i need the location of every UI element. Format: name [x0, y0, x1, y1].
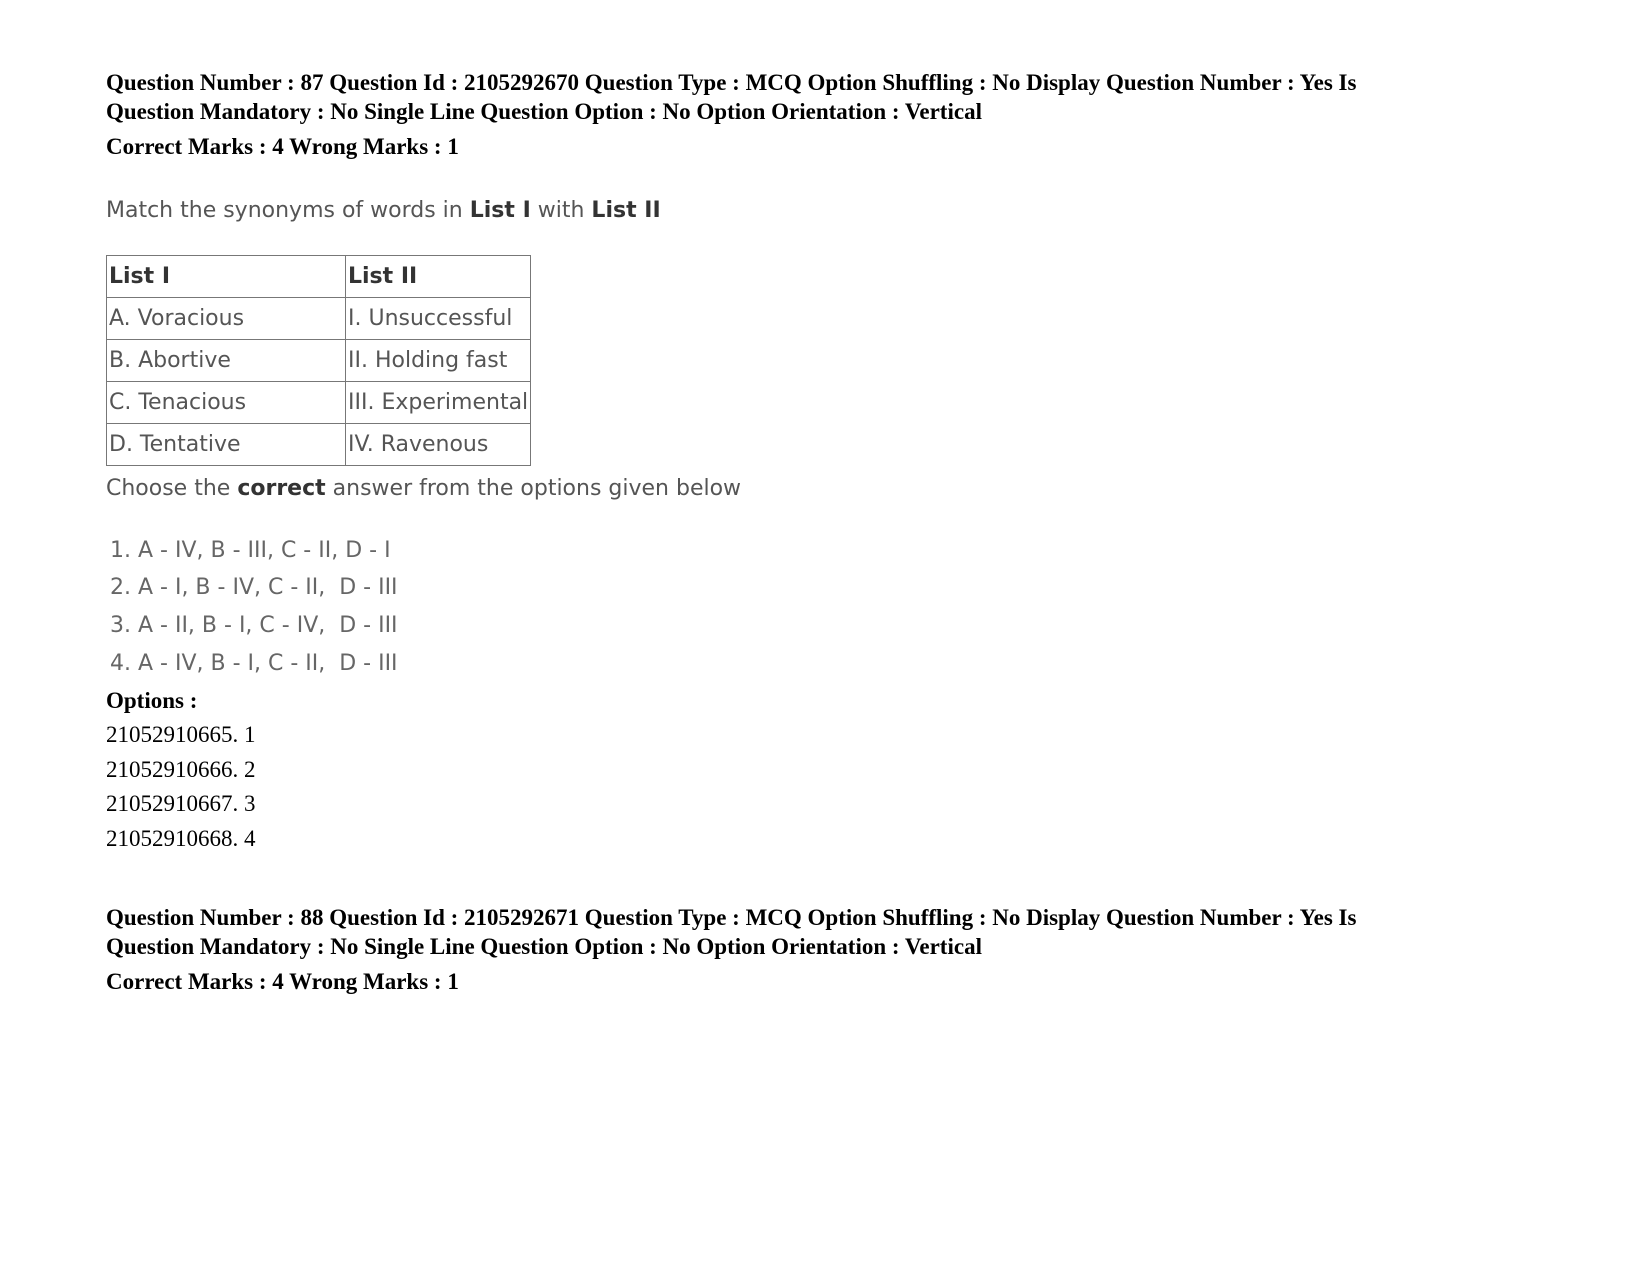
- prompt-text-before: Match the synonyms of words in: [106, 198, 470, 223]
- q87-prompt: [106, 198, 661, 223]
- instruction-bold: correct: [237, 476, 326, 501]
- table-row: [107, 340, 531, 382]
- choice-item: 4. A - IV, B - I, C - II, D - III: [110, 651, 398, 676]
- instruction-text-after: answer from the options given below: [325, 476, 742, 501]
- choice-item: 2. A - I, B - IV, C - II, D - III: [110, 575, 398, 600]
- option-item: 21052910666. 2: [106, 757, 256, 782]
- q87-marks-line: Correct Marks : 4 Wrong Marks : 1: [106, 134, 459, 159]
- instruction-text-before: Choose the: [106, 476, 238, 501]
- table-cell: III. Experimental: [346, 382, 531, 424]
- q88-meta-line-2: Question Mandatory : No Single Line Question Option : No Option Orientation : Vertical: [106, 934, 982, 959]
- q87-meta-line-1: Question Number : 87 Question Id : 2105292670 Question Type : MCQ Option Shuffling : No Display Question Number : Yes Is: [106, 70, 1357, 95]
- table-row: [107, 424, 531, 466]
- table-cell: A. Voracious: [107, 298, 346, 340]
- options-label: Options :: [106, 688, 198, 713]
- table-row: [107, 382, 531, 424]
- option-item: 21052910665. 1: [106, 722, 256, 747]
- prompt-text-mid: with: [530, 198, 592, 223]
- table-cell: II. Holding fast: [346, 340, 531, 382]
- match-table: [106, 255, 531, 466]
- choice-item: 3. A - II, B - I, C - IV, D - III: [110, 613, 398, 638]
- q87-instruction: [106, 476, 741, 501]
- table-row: [107, 298, 531, 340]
- prompt-list1: List I: [469, 198, 531, 223]
- table-header-list2: List II: [346, 256, 531, 298]
- table-cell: C. Tenacious: [107, 382, 346, 424]
- table-cell: I. Unsuccessful: [346, 298, 531, 340]
- q87-meta-line-2: Question Mandatory : No Single Line Question Option : No Option Orientation : Vertical: [106, 99, 982, 124]
- q88-meta-line-1: Question Number : 88 Question Id : 2105292671 Question Type : MCQ Option Shuffling : No Display Question Number : Yes Is: [106, 905, 1357, 930]
- option-item: 21052910667. 3: [106, 791, 256, 816]
- table-cell: IV. Ravenous: [346, 424, 531, 466]
- prompt-list2: List II: [591, 198, 661, 223]
- table-cell: D. Tentative: [107, 424, 346, 466]
- table-cell: B. Abortive: [107, 340, 346, 382]
- option-item: 21052910668. 4: [106, 826, 256, 851]
- q88-marks-line: Correct Marks : 4 Wrong Marks : 1: [106, 969, 459, 994]
- table-header-row: [107, 256, 531, 298]
- table-header-list1: List I: [107, 256, 346, 298]
- choice-item: 1. A - IV, B - III, C - II, D - I: [110, 538, 391, 563]
